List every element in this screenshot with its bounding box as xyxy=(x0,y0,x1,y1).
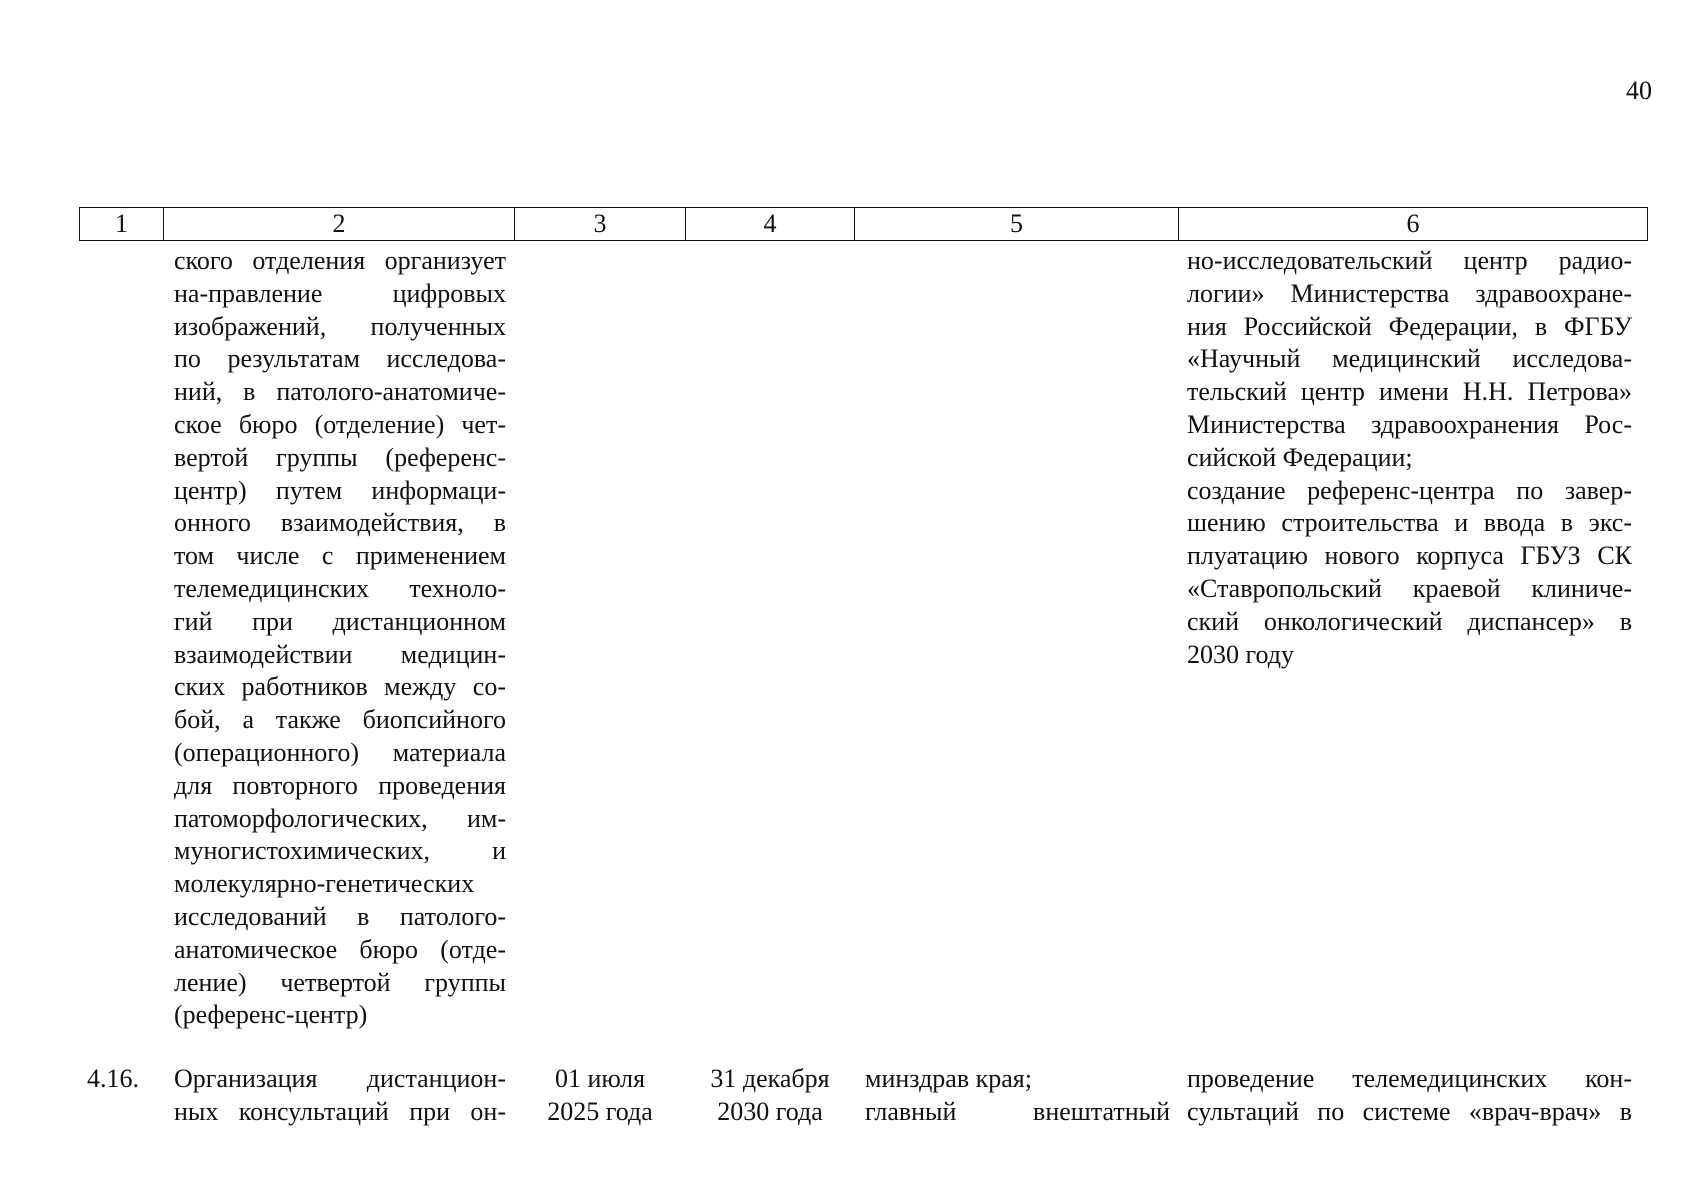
text-line: (операционного) материала xyxy=(174,737,506,767)
row-4-16-responsible xyxy=(865,1063,1170,1129)
text-line: онного взаимодействия, в xyxy=(174,508,506,538)
text-line: 01 июля xyxy=(554,1064,646,1093)
text-line: «Ставропольский краевой клиниче- xyxy=(1187,573,1632,603)
text-line: плуатацию нового корпуса ГБУЗ СК xyxy=(1187,541,1632,571)
text-line: ление) четвертой группы xyxy=(174,967,506,997)
text-line: патоморфологических, им- xyxy=(174,803,506,833)
continued-row-column-6-text xyxy=(1187,245,1632,671)
text-line: сультаций по системе «врач-врач» в xyxy=(1187,1096,1632,1126)
text-line: 2030 года xyxy=(717,1096,823,1126)
text-line: (референс-центр) xyxy=(174,1000,368,1030)
text-line: гий при дистанционном xyxy=(174,606,506,636)
column-number-5: 5 xyxy=(855,208,1179,240)
continued-row-column-2-text xyxy=(174,245,506,1032)
text-line: создание референс-центра по завер- xyxy=(1187,475,1632,505)
column-number-6: 6 xyxy=(1406,209,1420,238)
text-line: 2025 года xyxy=(547,1096,653,1126)
text-line: центр) путем информаци- xyxy=(174,475,506,505)
column-number-1: 1 xyxy=(80,208,164,240)
text-line: 31 декабря xyxy=(710,1064,830,1093)
text-line: на-правление цифровых xyxy=(174,278,506,308)
text-line: исследований в патолого- xyxy=(174,901,506,931)
text-line: ский онкологический диспансер» в xyxy=(1187,606,1632,636)
text-line: телемедицинских техноло- xyxy=(174,573,506,603)
text-line: главный внештатный xyxy=(865,1096,1170,1126)
row-4-16-column-2-text xyxy=(174,1063,506,1129)
text-line: сийской Федерации; xyxy=(1187,442,1413,472)
text-line: том числе с применением xyxy=(174,541,506,571)
text-line: муногистохимических, и xyxy=(174,836,506,866)
text-line: 2030 году xyxy=(1187,639,1294,669)
text-line: ских работников между со- xyxy=(174,672,506,702)
table-header-row xyxy=(79,207,1648,241)
column-number-3: 3 xyxy=(515,208,686,240)
text-line: Министерства здравоохранения Рос- xyxy=(1187,409,1632,439)
column-number-4: 4 xyxy=(686,208,855,240)
text-line: но-исследовательский центр радио- xyxy=(1187,246,1632,275)
row-4-16-start-date xyxy=(520,1063,680,1129)
text-line: вертой группы (референс- xyxy=(174,442,506,472)
text-line: ных консультаций при он- xyxy=(174,1096,506,1126)
text-line: «Научный медицинский исследова- xyxy=(1187,344,1632,374)
text-line: взаимодействии медицин- xyxy=(174,639,506,669)
text-line: логии» Министерства здравоохране- xyxy=(1187,278,1632,308)
text-line: по результатам исследова- xyxy=(174,344,506,374)
text-line: изображений, полученных xyxy=(174,311,506,341)
text-line: анатомическое бюро (отде- xyxy=(174,934,506,964)
text-line: минздрав края; xyxy=(865,1064,1032,1093)
row-4-16-end-date xyxy=(690,1063,850,1129)
page-number: 40 xyxy=(1626,76,1652,105)
column-number-2: 2 xyxy=(164,208,515,240)
text-line: ского отделения организует xyxy=(174,246,506,275)
text-line: Организация дистанцион- xyxy=(174,1064,506,1093)
text-line: молекулярно-генетических xyxy=(174,869,475,899)
text-line: шению строительства и ввода в экс- xyxy=(1187,508,1632,538)
text-line: ний, в патолого-анатомиче- xyxy=(174,377,506,407)
text-line: тельский центр имени Н.Н. Петрова» xyxy=(1187,377,1632,407)
text-line: ния Российской Федерации, в ФГБУ xyxy=(1187,311,1632,341)
text-line: проведение телемедицинских кон- xyxy=(1187,1064,1632,1093)
text-line: бой, а также биопсийного xyxy=(174,705,506,735)
text-line: для повторного проведения xyxy=(174,770,506,800)
row-number: 4.16. xyxy=(87,1064,139,1093)
row-4-16-column-6-text xyxy=(1187,1063,1632,1129)
text-line: ское бюро (отделение) чет- xyxy=(174,409,506,439)
